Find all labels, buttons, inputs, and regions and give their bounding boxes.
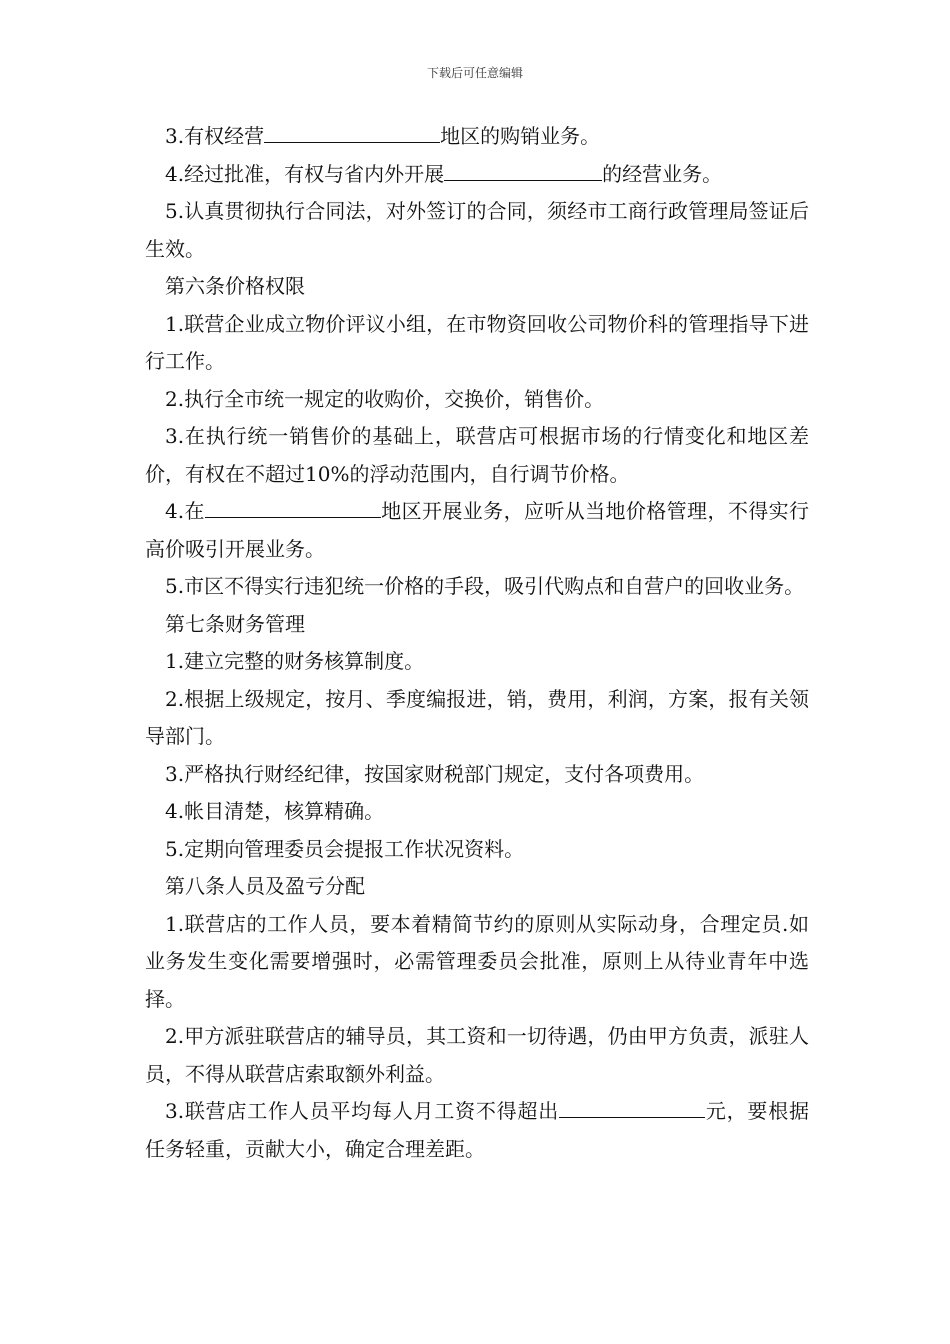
section-heading: 第七条财务管理 bbox=[165, 611, 305, 636]
text-segment: 元，要根据任务轻重，贡献大小，确定合理差距。 bbox=[145, 1099, 810, 1161]
text-segment: 地区开展业务，应听从当地价格管理，不得实行高价吸引开展业务。 bbox=[145, 499, 809, 561]
clause-paragraph: 5.定期向管理委员会提报工作状况资料。 bbox=[165, 836, 525, 861]
clause-paragraph bbox=[145, 156, 809, 194]
clause-paragraph: 2.执行全市统一规定的收购价，交换价，销售价。 bbox=[165, 386, 605, 411]
fill-in-blank[interactable] bbox=[444, 158, 602, 181]
clause-paragraph bbox=[145, 1093, 809, 1168]
text-segment: 3.联营店工作人员平均每人月工资不得超出 bbox=[165, 1099, 560, 1123]
clause-paragraph: 1.建立完整的财务核算制度。 bbox=[165, 649, 425, 673]
text-segment: 3.有权经营 bbox=[165, 124, 265, 148]
fill-in-blank[interactable] bbox=[264, 120, 440, 143]
fill-in-blank[interactable] bbox=[205, 495, 381, 518]
clause-paragraph: 1.联营店的工作人员，要本着精简节约的原则从实际动身，合理定员.如业务发生变化需要增强时，必需管理委员会批准，原则上从待业青年中选择。 bbox=[145, 911, 809, 1011]
text-segment: 4.经过批准，有权与省内外开展 bbox=[165, 161, 445, 186]
clause-paragraph: 3.严格执行财经纪律，按国家财税部门规定，支付各项费用。 bbox=[165, 761, 705, 786]
clause-paragraph: 3.在执行统一销售价的基础上，联营店可根据市场的行情变化和地区差价，有权在不超过10%的浮动范围内，自行调节价格。 bbox=[145, 424, 809, 486]
fill-in-blank[interactable] bbox=[559, 1095, 705, 1118]
clause-paragraph: 5.认真贯彻执行合同法，对外签订的合同，须经市工商行政管理局签证后生效。 bbox=[145, 199, 809, 261]
clause-paragraph bbox=[145, 118, 809, 156]
document-body bbox=[145, 118, 809, 1168]
text-segment: 地区的购销业务。 bbox=[440, 124, 601, 148]
clause-paragraph: 5.市区不得实行违犯统一价格的手段，吸引代购点和自营户的回收业务。 bbox=[165, 574, 805, 598]
clause-paragraph: 4.帐目清楚，核算精确。 bbox=[165, 799, 385, 823]
text-segment: 4.在 bbox=[165, 499, 205, 523]
clause-paragraph: 1.联营企业成立物价评议小组，在市物资回收公司物价科的管理指导下进行工作。 bbox=[145, 311, 809, 373]
text-segment: 的经营业务。 bbox=[602, 161, 723, 186]
section-heading: 第六条价格权限 bbox=[165, 274, 305, 298]
page-header: 下载后可任意编辑 bbox=[426, 66, 523, 80]
clause-paragraph: 2.甲方派驻联营店的辅导员，其工资和一切待遇，仍由甲方负责，派驻人员，不得从联营店索取额外利益。 bbox=[145, 1024, 809, 1086]
clause-paragraph bbox=[145, 493, 809, 568]
clause-paragraph: 2.根据上级规定，按月、季度编报进，销，费用，利润，方案，报有关领导部门。 bbox=[145, 686, 809, 748]
section-heading: 第八条人员及盈亏分配 bbox=[165, 874, 365, 898]
